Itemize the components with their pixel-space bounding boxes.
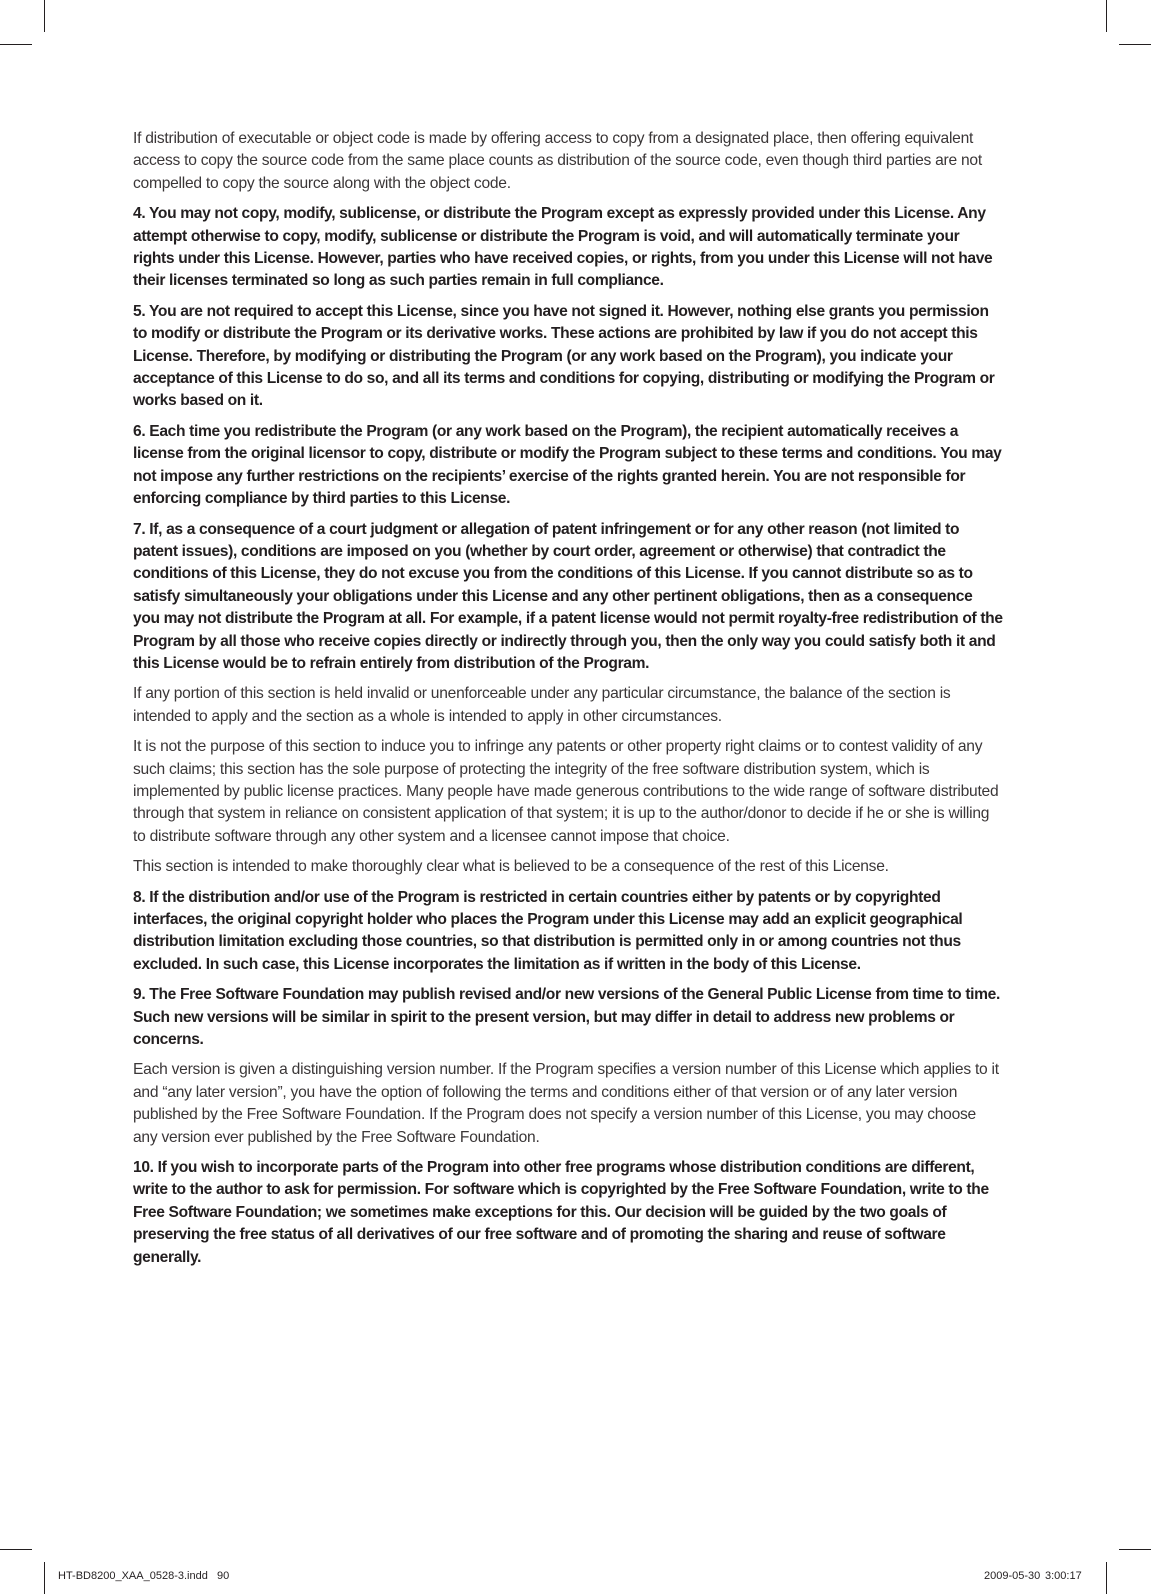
footer-file-slug: HT-BD8200_XAA_0528-3.indd 90 bbox=[58, 1570, 230, 1582]
paragraph: It is not the purpose of this section to induce you to infringe any patents or other property right claims or to contest validity of any such claims; this section has the sole purpose of protecting the integrity of the free software distribution system, which is implemented by public license practices. Many people have made generous contributions to the wide range of software distributed through that system in reliance on consistent application of that system; it is up to the author/donor to decide if he or she is willing to distribute software through any other system and a licensee cannot impose that choice. bbox=[133, 738, 999, 845]
crop-mark-top-left-vertical bbox=[44, 0, 45, 32]
paragraph: Each version is given a distinguishing version number. If the Program specifies a version number of this License which applies to it and “any later version”, you have the option of following the terms and conditions either of that version or of any later version published by the Free Software Foundation. If the Program does not specify a version number of this License, you may choose any version ever published by the Free Software Foundation. bbox=[133, 1061, 999, 1146]
paragraph: 7. If, as a consequence of a court judgment or allegation of patent infringement or for any other reason (not limited to patent issues), conditions are imposed on you (whether by court order, agreement or otherwise) that contradict the conditions of this License, they do not excuse you from the conditions of this License. If you cannot distribute so as to satisfy simultaneously your obligations under this License and any other pertinent obligations, then as a consequence you may not distribute the Program at all. For example, if a patent license would not permit royalty-free redistribution of the Program by all those who receive copies directly or indirectly through you, then the only way you could satisfy both it and this License would be to refrain entirely from distribution of the Program. bbox=[133, 520, 1003, 672]
paragraph: 10. If you wish to incorporate parts of the Program into other free programs whose distribution conditions are different, write to the author to ask for permission. For software which is copyrighted by the Free Software Foundation, write to the Free Software Foundation; we sometimes make exceptions for this. Our decision will be guided by the two goals of preserving the free status of all derivatives of our free software and of promoting the sharing and reuse of software generally. bbox=[133, 1159, 989, 1266]
crop-mark-bottom-left-vertical bbox=[44, 1562, 45, 1594]
paragraph: 4. You may not copy, modify, sublicense, or distribute the Program except as expressly provided under this License. Any attempt otherwise to copy, modify, sublicense or distribute the Program is void, and will automatically terminate your rights under this License. However, parties who have received copies, or rights, from you under this License will not have their licenses terminated so long as such parties remain in full compliance. bbox=[133, 205, 993, 290]
crop-mark-bottom-right-horizontal bbox=[1119, 1549, 1151, 1550]
paragraph: This section is intended to make thoroughly clear what is believed to be a consequence of the rest of this License. bbox=[133, 858, 889, 876]
paragraph: If distribution of executable or object code is made by offering access to copy from a designated place, then offering equivalent access to copy the source code from the same place counts as distribution of the source code, even though third parties are not compelled to copy the source along with the object code. bbox=[133, 130, 982, 192]
footer-time-slug: 3:00:17 bbox=[1045, 1570, 1082, 1582]
paragraph: 9. The Free Software Foundation may publish revised and/or new versions of the General Public License from time to time. Such new versions will be similar in spirit to the present version, but may differ in detail to address new problems or concerns. bbox=[133, 986, 1000, 1049]
crop-mark-bottom-right-vertical bbox=[1106, 1562, 1107, 1594]
footer-date-slug: 2009-05-30 bbox=[984, 1570, 1041, 1582]
paragraph: 6. Each time you redistribute the Program (or any work based on the Program), the recipient automatically receives a license from the original licensor to copy, distribute or modify the Program subject to these terms and conditions. You may not impose any further restrictions on the recipients’ exercise of the rights granted herein. You are not responsible for enforcing compliance by third parties to this License. bbox=[133, 422, 1002, 508]
crop-mark-top-right-horizontal bbox=[1119, 44, 1151, 45]
paragraph: If any portion of this section is held invalid or unenforceable under any particular circumstance, the balance of the section is intended to apply and the section as a whole is intended to apply in other circumstances. bbox=[133, 685, 951, 725]
crop-mark-top-left-horizontal bbox=[0, 44, 32, 45]
crop-mark-top-right-vertical bbox=[1106, 0, 1107, 32]
license-text-body bbox=[133, 128, 1003, 1277]
paragraph: 5. You are not required to accept this License, since you have not signed it. However, nothing else grants you permission to modify or distribute the Program or its derivative works. These actions are prohibited by law if you do not accept this License. Therefore, by modifying or distributing the Program (or any work based on the Program), you indicate your acceptance of this License to do so, and all its terms and conditions for copying, distributing or modifying the Program or works based on it. bbox=[133, 302, 995, 410]
crop-mark-bottom-left-horizontal bbox=[0, 1549, 32, 1550]
paragraph: 8. If the distribution and/or use of the Program is restricted in certain countries either by patents or by copyrighted interfaces, the original copyright holder who places the Program under this License may add an explicit geographical distribution limitation excluding those countries, so that distribution is permitted only in or among countries not thus excluded. In such case, this License incorporates the limitation as if written in the body of this License. bbox=[133, 888, 963, 973]
